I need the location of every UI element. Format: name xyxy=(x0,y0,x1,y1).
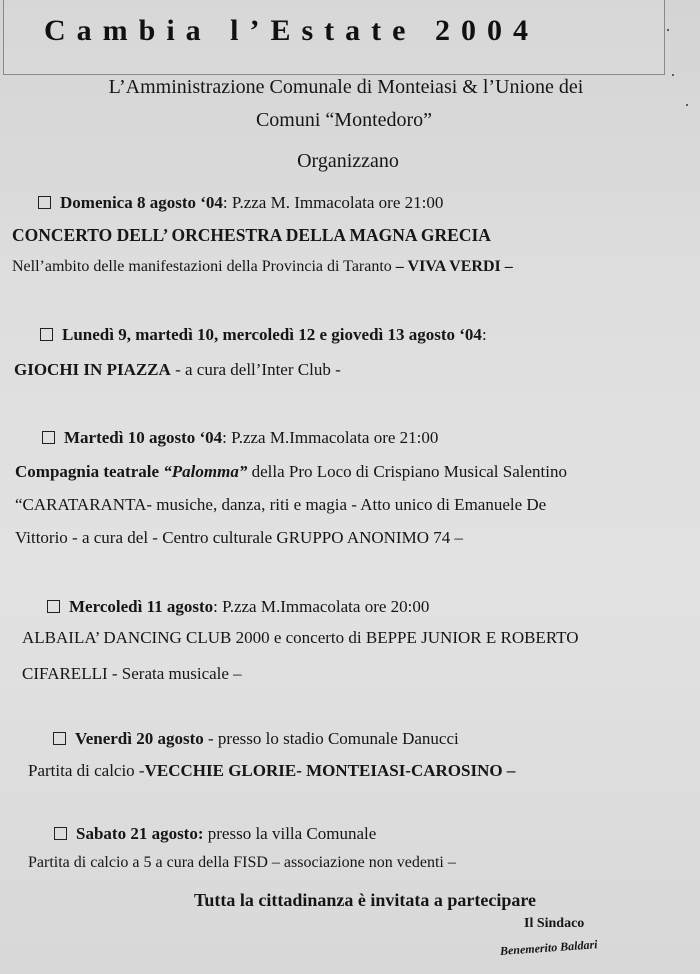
event-5-header xyxy=(53,729,459,749)
event-1-date: Domenica 8 agosto ‘04 xyxy=(60,193,223,212)
event-6-desc: Partita di calcio a 5 a cura della FISD – associazione non vedenti – xyxy=(28,854,456,871)
title-box xyxy=(3,0,665,75)
event-3-line-1 xyxy=(15,462,567,482)
event-2-date: Lunedì 9, martedì 10, mercoledì 12 e giovedì 13 agosto ‘04 xyxy=(62,325,482,344)
checkbox-icon xyxy=(47,600,60,613)
organizers-line-2: Comuni “Montedoro” xyxy=(255,109,433,131)
event-5-place: - presso lo stadio Comunale Danucci xyxy=(203,729,459,748)
paper-speck xyxy=(686,104,688,106)
checkbox-icon xyxy=(40,328,53,341)
event-4-line-1: ALBAILA’ DANCING CLUB 2000 e concerto di BEPPE JUNIOR E ROBERTO xyxy=(22,628,579,647)
closing-invitation: Tutta la cittadinanza è invitata a partecipare xyxy=(194,890,536,910)
event-3-header xyxy=(42,428,438,448)
organizers-line-1: L’Amministrazione Comunale di Monteiasi & l’Unione dei xyxy=(108,76,584,98)
event-3-place: : P.zza M.Immacolata ore 21:00 xyxy=(222,428,439,447)
event-3-line-1-rest: della Pro Loco di Crispiano Musical Salentino xyxy=(247,462,567,481)
event-3-line-3: Vittorio - a cura del - Centro culturale GRUPPO ANONIMO 74 – xyxy=(15,528,463,547)
event-1-header xyxy=(38,193,443,213)
sindaco-label: Il Sindaco xyxy=(524,916,585,931)
event-2-place: : xyxy=(481,325,487,344)
event-5-desc-text: Partita di calcio - xyxy=(28,761,145,780)
event-3-date: Martedì 10 agosto ‘04 xyxy=(64,428,223,447)
event-2-title: GIOCHI IN PIAZZA xyxy=(14,360,171,379)
event-2-line xyxy=(14,360,341,380)
event-5-date: Venerdì 20 agosto xyxy=(75,729,204,748)
event-4-date: Mercoledì 11 agosto xyxy=(69,597,214,616)
event-3-line-2: “CARATARANTA- musiche, danza, riti e magia - Atto unico di Emanuele De xyxy=(15,495,547,514)
event-1-desc-text: Nell’ambito delle manifestazioni della Provincia di Taranto xyxy=(12,258,392,275)
event-1-desc-bold: – VIVA VERDI – xyxy=(391,258,513,275)
checkbox-icon xyxy=(38,196,51,209)
event-4-header xyxy=(47,597,429,617)
event-3-company: Compagnia teatrale xyxy=(15,462,164,481)
event-4-place: : P.zza M.Immacolata ore 20:00 xyxy=(213,597,430,616)
event-5-desc xyxy=(28,761,515,781)
paper-speck xyxy=(672,74,674,76)
event-1-title: CONCERTO DELL’ ORCHESTRA DELLA MAGNA GRECIA xyxy=(12,225,491,245)
paper-speck xyxy=(667,29,669,31)
event-6-date: Sabato 21 agosto: xyxy=(76,824,204,843)
checkbox-icon xyxy=(42,431,55,444)
event-1-place: : P.zza M. Immacolata ore 21:00 xyxy=(222,193,444,212)
event-2-desc: - a cura dell’Inter Club - xyxy=(170,360,341,379)
checkbox-icon xyxy=(53,732,66,745)
event-2-header xyxy=(40,325,487,345)
mayor-signature: Benemerito Baldari xyxy=(499,937,598,958)
checkbox-icon xyxy=(54,827,67,840)
event-1-desc xyxy=(12,258,513,276)
poster-title: Cambia l’Estate 2004 xyxy=(44,14,539,47)
event-3-company-name: “Palomma” xyxy=(163,462,248,481)
event-6-header xyxy=(54,824,376,844)
organizers-line-3: Organizzano xyxy=(297,150,399,172)
event-5-desc-bold: VECCHIE GLORIE- MONTEIASI-CAROSINO – xyxy=(144,761,516,780)
event-4-line-2: CIFARELLI - Serata musicale – xyxy=(22,664,242,683)
event-6-place: presso la villa Comunale xyxy=(203,824,377,843)
